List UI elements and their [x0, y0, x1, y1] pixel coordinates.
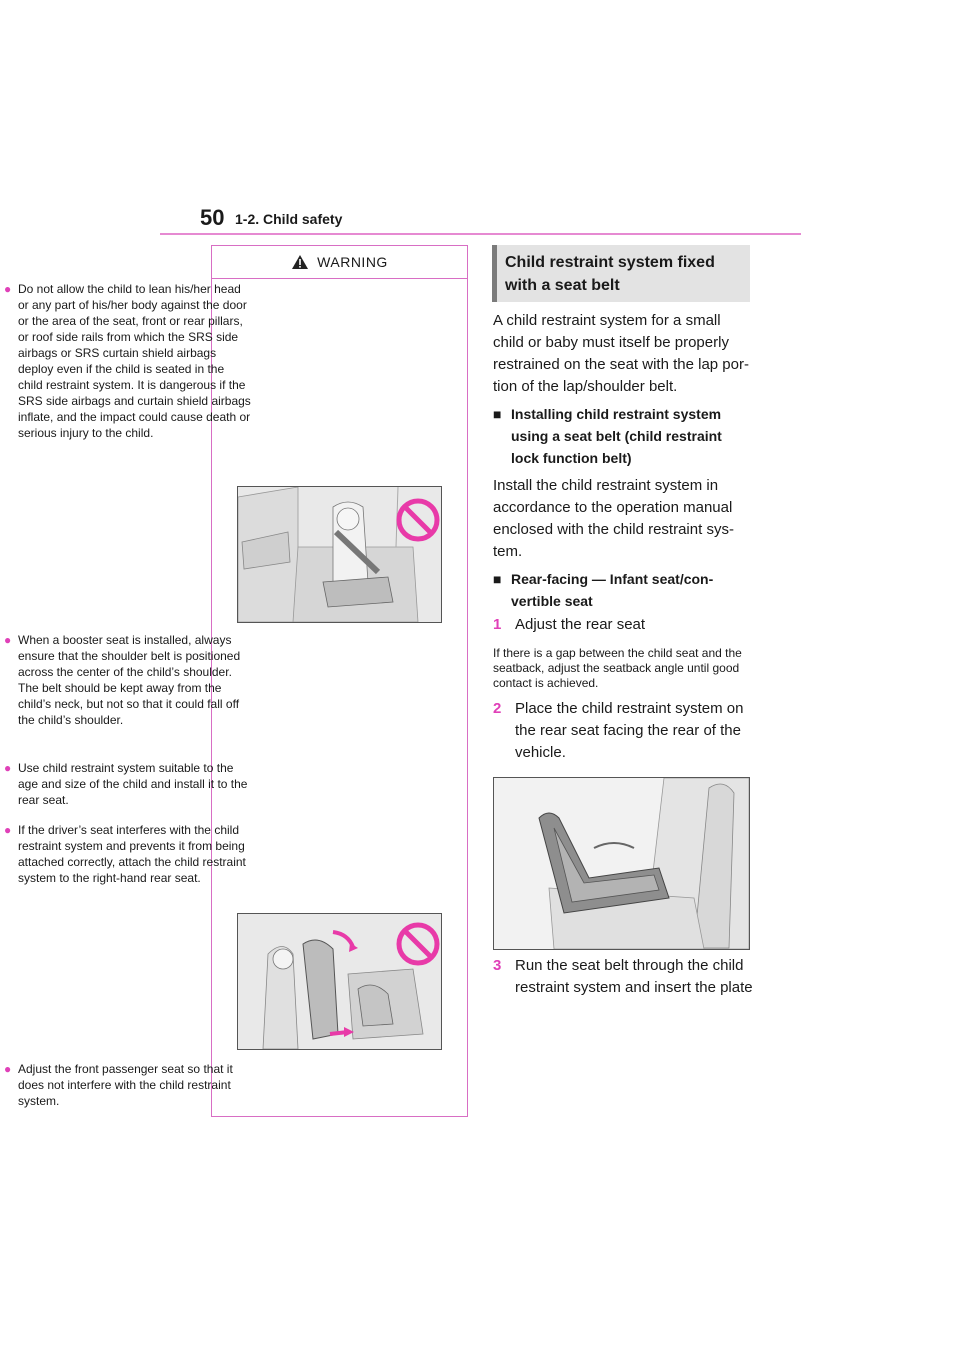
page-number: 50: [200, 205, 225, 230]
warning-title: WARNING: [317, 254, 388, 270]
warning-triangle-icon: [291, 254, 309, 270]
subheading-rear-facing: ■ Rear-facing — Infant seat/con-vertible seat: [493, 568, 753, 612]
warning-item: ● Adjust the front passenger seat so that it does not interfere with the child restraint system.: [4, 1062, 233, 1108]
step-item: 1 Adjust the rear seat: [493, 616, 646, 633]
bullet-icon: ●: [4, 823, 12, 837]
bullet-icon: ●: [4, 1062, 12, 1076]
square-bullet-icon: ■: [493, 406, 502, 422]
header-divider: [160, 233, 801, 235]
section-title: 1-2. Child safety: [235, 211, 343, 227]
step-item: 3 Run the seat belt through the child restraint system and insert the plate: [493, 957, 753, 996]
step-item: 2 Place the child restraint system on the rear seat facing the rear of the vehicle.: [493, 700, 744, 761]
bullet-icon: ●: [4, 761, 12, 775]
warning-item: ● Do not allow the child to lean his/her head or any part of his/her body against the door or the area of the seat, front or rear pillars, or roof side rails from which the SRS side airbags or SRS curtain shield airbags deploy even if the child is seated in the child restraint system. It is dangerous if the SRS side airbags and curtain shield airbags inflate, and the impact could cause death or serious injury to the child.: [4, 282, 251, 440]
rear-facing-seat-illustration: [493, 777, 750, 950]
warning-item: ● If the driver’s seat interferes with the child restraint system and prevents it from being attached correctly, attach the child restraint system to the right-hand rear seat.: [4, 823, 246, 885]
booster-seat-illustration: [237, 486, 442, 623]
subheading-installing: ■ Installing child restraint system using a seat belt (child restraint lock function belt): [493, 403, 753, 469]
square-bullet-icon: ■: [493, 571, 502, 587]
warning-header: [212, 246, 467, 279]
warning-item: ● Use child restraint system suitable to the age and size of the child and install it to the rear seat.: [4, 761, 248, 807]
step-note: If there is a gap between the child seat and the seatback, adjust the seatback angle until good contact is achieved.: [493, 646, 742, 690]
install-paragraph: Install the child restraint system in accordance to the operation manual enclosed with the child restraint sys-tem.: [493, 477, 734, 560]
section-heading: Child restraint system fixed with a seat belt: [492, 245, 750, 302]
intro-paragraph: A child restraint system for a small child or baby must itself be properly restrained on the seat with the lap por-tion of the lap/shoulder belt.: [493, 312, 749, 395]
warning-item: ● When a booster seat is installed, always ensure that the shoulder belt is positioned across the center of the child’s shoulder. The belt should be kept away from the child’s neck, but not so that it could fall off the child’s shoulder.: [4, 633, 241, 727]
front-seat-interference-illustration: [237, 913, 442, 1050]
bullet-icon: ●: [4, 633, 12, 647]
bullet-icon: ●: [4, 282, 12, 296]
